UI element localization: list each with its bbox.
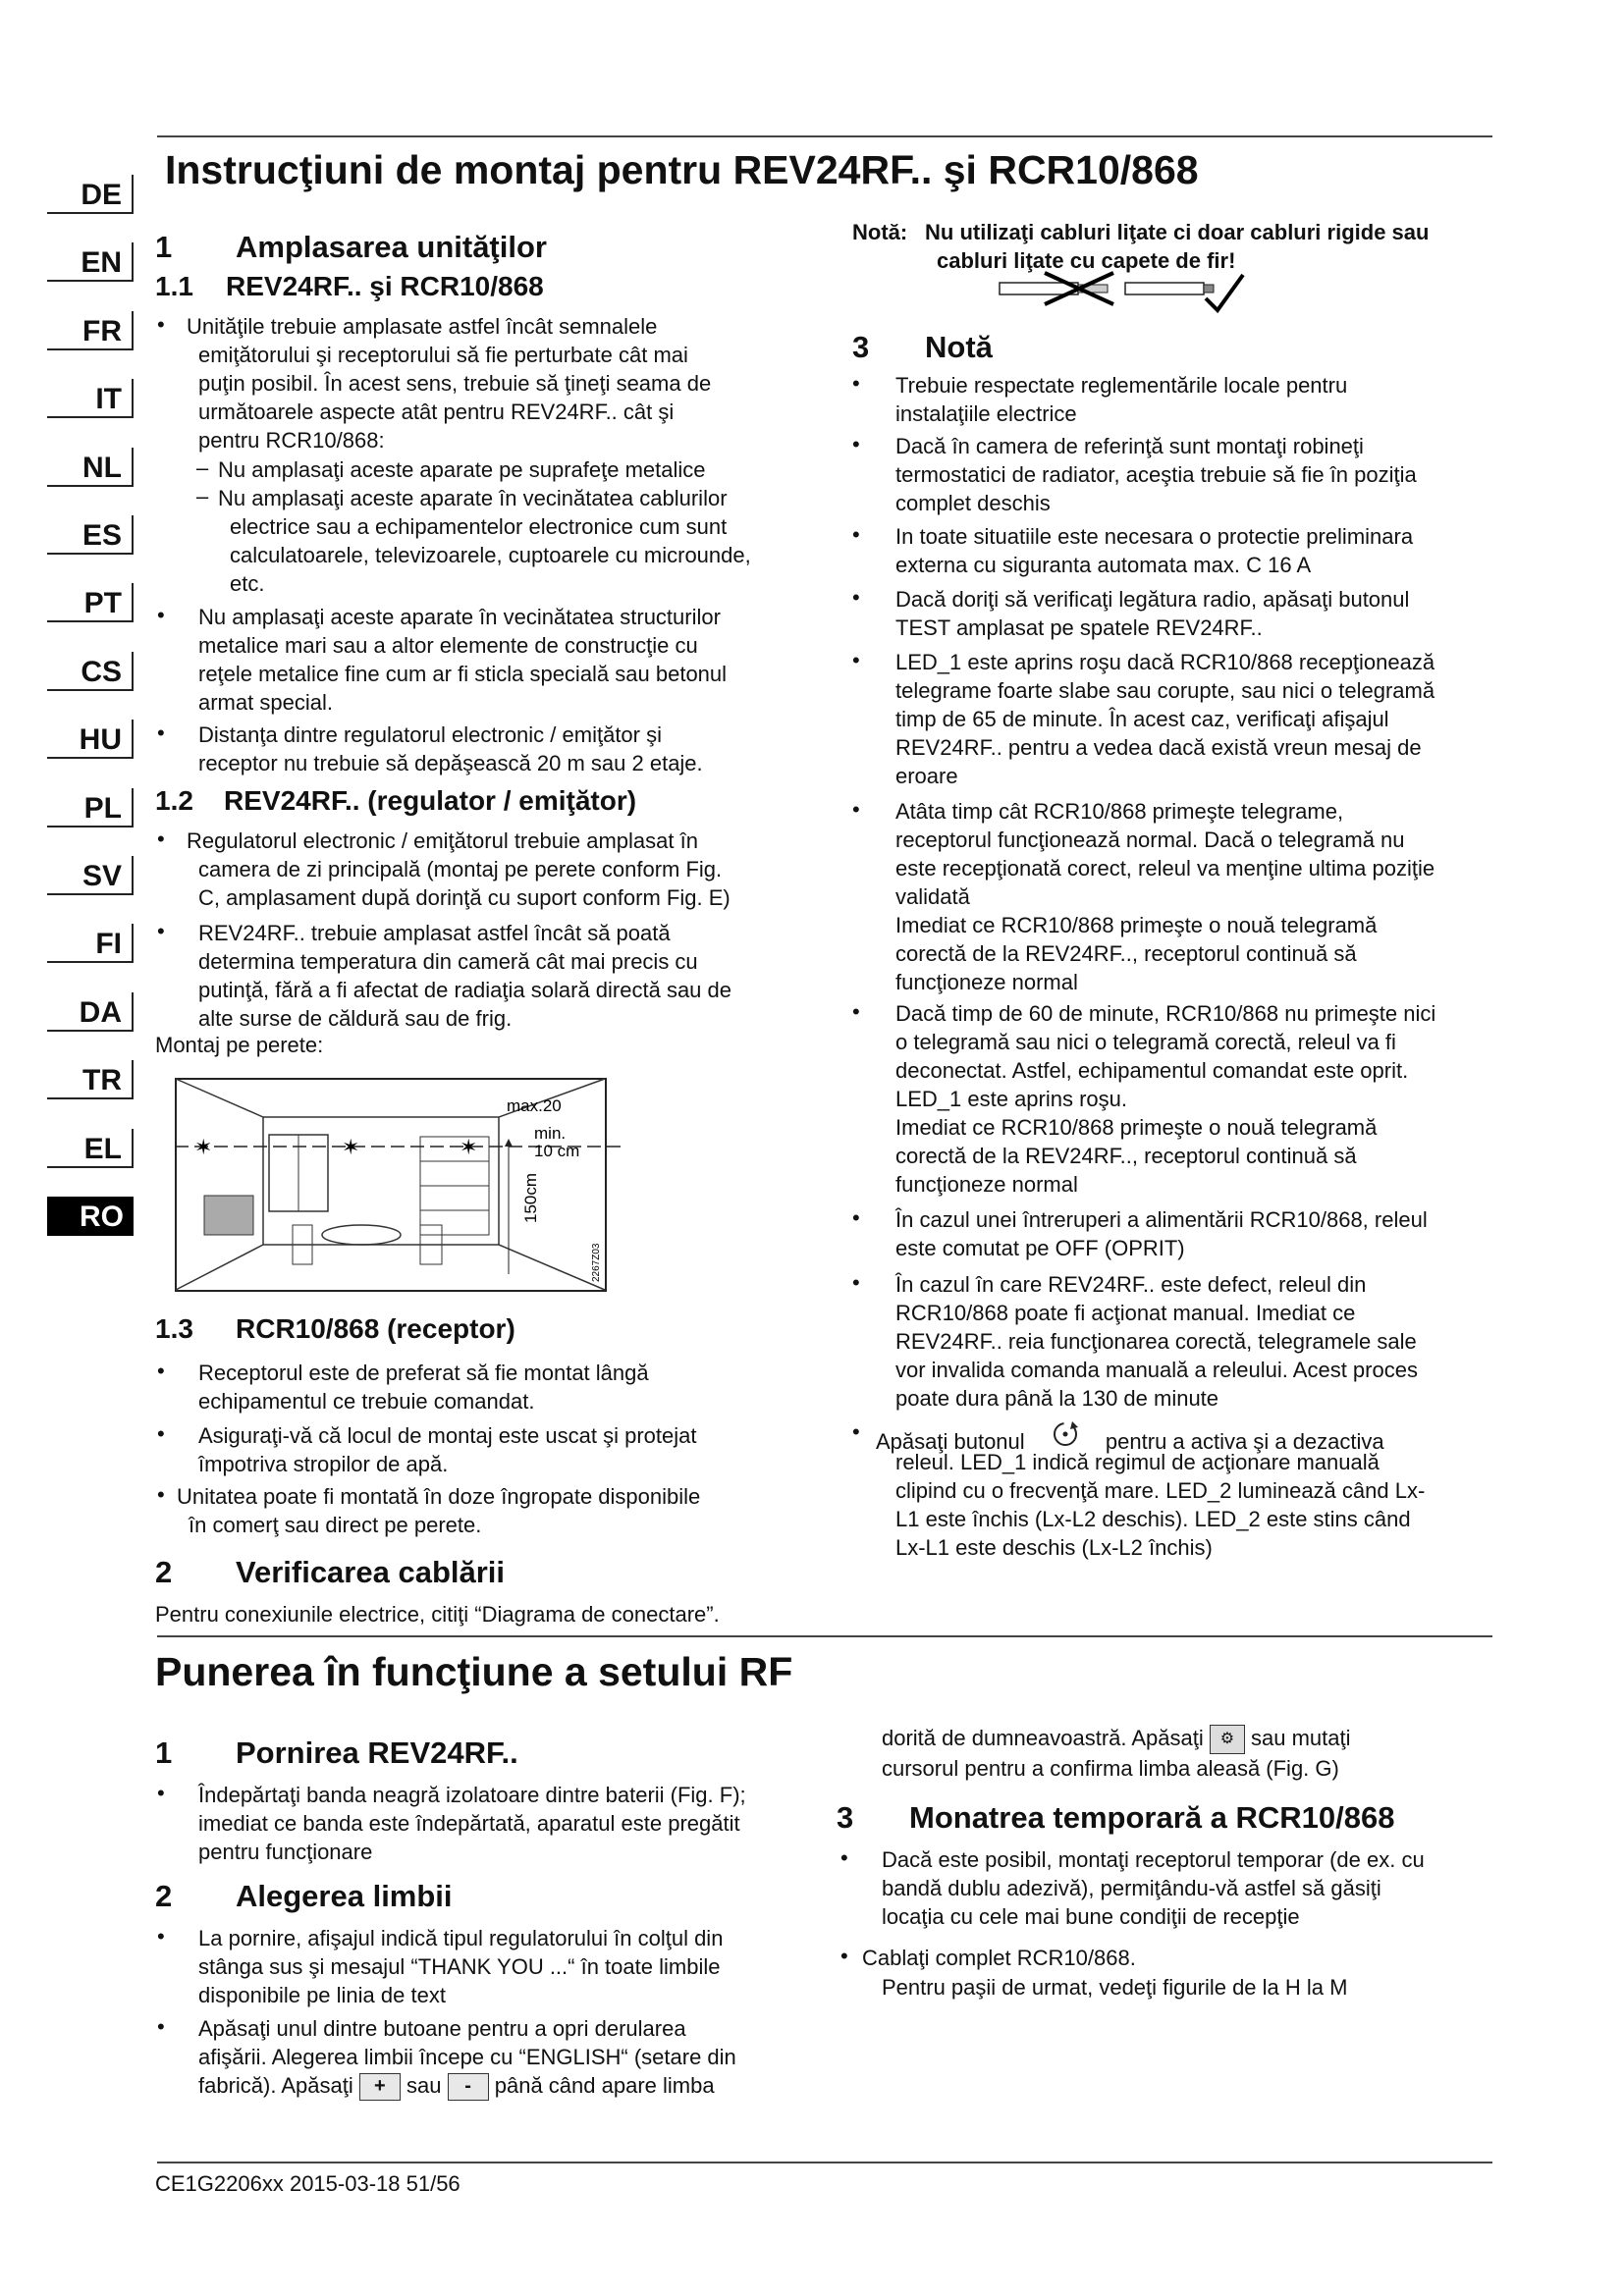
text-line: externa cu siguranta automata max. C 16 A [895, 553, 1312, 577]
text-line: funcţioneze normal [895, 970, 1078, 994]
top-rule [157, 135, 1492, 137]
section-1-2-title: REV24RF.. (regulator / emiţător) [224, 785, 637, 816]
p2-bullet-2-last [198, 2071, 715, 2101]
text-line: următoarele aspecte atât pentru REV24RF.. cât şi [198, 400, 675, 424]
language-confirm-line-1 [882, 1724, 1351, 1754]
text-line: Trebuie respectate reglementările locale pentru [895, 373, 1348, 398]
text-line: Unităţile trebuie amplasate astfel încât semnalele [187, 314, 658, 339]
section-2-title: Verificarea cablării [236, 1555, 506, 1589]
text-line: este recepţionată corect, releul va menţine ultima poziţie [895, 856, 1435, 881]
text-line: REV24RF.. trebuie amplasat astfel încât să poată [198, 921, 671, 945]
section-1-1-title: REV24RF.. şi RCR10/868 [226, 271, 544, 301]
text-line: timp de 65 de minute. În acest caz, verificaţi afişajul [895, 707, 1389, 731]
svg-text:✶: ✶ [194, 1135, 213, 1159]
text-line: Lx-L1 este deschis (Lx-L2 închis) [895, 1535, 1213, 1560]
language-tab-da[interactable]: DA [47, 992, 134, 1032]
bullet-dot: • [157, 603, 165, 627]
text-line: stânga sus şi mesajul “THANK YOU ...“ în toate limbile [198, 1954, 721, 1979]
language-tab-hu[interactable]: HU [47, 720, 134, 759]
note-bullet-6 [895, 797, 1435, 996]
text-line: complet deschis [895, 491, 1051, 515]
language-tab-fr[interactable]: FR [47, 311, 134, 350]
text-line: Dacă este posibil, montaţi receptorul temporar (de ex. cu [882, 1847, 1425, 1872]
text-line: Unitatea poate fi montată în doze îngropate disponibile [177, 1484, 701, 1509]
s11-dash-1: Nu amplasaţi aceste aparate pe suprafeţe metalice [218, 457, 706, 482]
language-tab-pl[interactable]: PL [47, 788, 134, 828]
text-line: etc. [230, 571, 265, 596]
text-line: RCR10/868 poate fi acţionat manual. Imediat ce [895, 1301, 1356, 1325]
text-line: receptor nu trebuie să depăşească 20 m sau 2 etaje. [198, 751, 703, 775]
language-tab-pt[interactable]: PT [47, 583, 134, 622]
note-bullet-7 [895, 999, 1435, 1199]
s11-bullet-1 [187, 312, 711, 454]
text-line: pentru RCR10/868: [198, 428, 385, 453]
text-line: calculatoarele, televizoarele, cuptoarele cu microunde, [230, 543, 751, 567]
text-line: cabluri liţate cu capete de fir! [937, 248, 1236, 273]
text-line: Regulatorul electronic / emiţătorul trebuie amplasat în [187, 828, 698, 853]
plus-key-icon: + [359, 2073, 401, 2101]
text-line: Dacă doriţi să verificaţi legătura radio, apăsaţi butonul [895, 587, 1410, 612]
text-line: electrice sau a echipamentelor electronice cum sunt [230, 514, 728, 539]
section-rule [157, 1635, 1492, 1637]
commissioning-title: Punerea în funcţiune a setului RF [155, 1649, 793, 1694]
language-tab-es[interactable]: ES [47, 515, 134, 555]
s12-bullet-2 [198, 919, 731, 1033]
language-tab-ro[interactable]: RO [47, 1197, 134, 1236]
text-line: armat special. [198, 690, 333, 715]
s11-dash-2 [218, 484, 751, 598]
s13-bullet-3 [177, 1482, 700, 1539]
p3-title: Monatrea temporară a RCR10/868 [909, 1800, 1395, 1835]
language-tab-el[interactable]: EL [47, 1129, 134, 1168]
s12-bullet-1 [187, 827, 731, 912]
text-line: în comerţ sau direct pe perete. [189, 1513, 482, 1537]
text-line: validată [895, 884, 970, 909]
text-line: o telegramă sau nici o telegramă corectă, releul va fi [895, 1030, 1396, 1054]
text-line: Atâta timp cât RCR10/868 primeşte telegrame, [895, 799, 1344, 824]
text-line: poate dura până la 130 de minute [895, 1386, 1219, 1411]
s2-text: Pentru conexiunile electrice, citiţi “Diagrama de conectare”. [155, 1602, 720, 1627]
dash-marker: – [196, 484, 209, 508]
s11-bullet-3 [198, 721, 703, 777]
text-line: locaţia cu cele mai bune condiţii de recepţie [882, 1904, 1300, 1929]
section-2-number: 2 [155, 1555, 173, 1589]
svg-text:✶: ✶ [460, 1135, 478, 1159]
s13-bullet-1 [198, 1359, 649, 1415]
text-line: In toate situatiile este necesara o protectie preliminara [895, 524, 1414, 549]
text-line: puţin posibil. În acest sens, trebuie să ţineţi seama de [198, 371, 712, 396]
text-line: funcţioneze normal [895, 1172, 1078, 1197]
text-line: LED_1 este aprins roşu. [895, 1087, 1128, 1111]
section-1-1-number: 1.1 [155, 271, 193, 301]
text-line: eroare [895, 764, 958, 788]
confirm-key-icon: ⚙ [1210, 1725, 1245, 1754]
footer-rule [157, 2162, 1492, 2163]
text-line: Dacă timp de 60 de minute, RCR10/868 nu primeşte nici [895, 1001, 1436, 1026]
bullet-dot: • [157, 827, 165, 851]
language-tab-it[interactable]: IT [47, 379, 134, 418]
text-line: disponibile pe linia de text [198, 1983, 446, 2007]
text-line: corectă de la REV24RF.., receptorul continuă să [895, 941, 1357, 966]
b10-text-a: Apăsaţi butonul [876, 1429, 1025, 1454]
text-line: afişării. Alegerea limbii începe cu “ENGLISH“ (setare din [198, 2045, 736, 2069]
language-tab-tr[interactable]: TR [47, 1060, 134, 1099]
text-line: determina temperatura din cameră cât mai precis cu [198, 949, 698, 974]
bullet-dot: • [157, 1924, 165, 1949]
text-line: La pornire, afişajul indică tipul regulatorului în colţul din [198, 1926, 724, 1950]
language-tab-de[interactable]: DE [47, 175, 134, 214]
bullet-dot: • [157, 1781, 165, 1805]
text-line: Asiguraţi-vă că locul de montaj este uscat şi protejat [198, 1423, 697, 1448]
text-line: metalice mari sau a altor elemente de construcţie cu [198, 633, 698, 658]
text-line: Nu amplasaţi aceste aparate în vecinătatea structurilor [198, 605, 721, 629]
text-line: împotriva stropilor de apă. [198, 1452, 449, 1476]
text-line: alte surse de căldură sau de frig. [198, 1006, 513, 1031]
p2-bullet-2 [198, 2014, 736, 2071]
text-line: echipamentul ce trebuie comandat. [198, 1389, 535, 1414]
minus-key-icon: - [448, 2073, 489, 2101]
language-tab-fi[interactable]: FI [47, 924, 134, 963]
p1-number: 1 [155, 1735, 173, 1770]
s13-bullet-2 [198, 1421, 696, 1478]
cable-end-icon [996, 271, 1251, 314]
language-tab-nl[interactable]: NL [47, 448, 134, 487]
r-line1-a: dorită de dumneavoastră. Apăsaţi [882, 1726, 1204, 1750]
text-line: releul. LED_1 indică regimul de acţionare manuală [895, 1450, 1380, 1474]
section-1-title: Amplasarea unităţilor [236, 230, 547, 264]
bullet-dot: • [157, 312, 165, 337]
text-line: Receptorul este de preferat să fie montat lângă [198, 1361, 649, 1385]
right-section-3-title: Notă [925, 330, 993, 364]
right-section-3-number: 3 [852, 330, 870, 364]
bullet-dot: • [852, 1419, 860, 1444]
footer-code: CE1G2206xx 2015-03-18 51/56 [155, 2171, 460, 2196]
dash-marker: – [196, 455, 209, 480]
bullet-dot: • [157, 2014, 165, 2039]
bullet-dot: • [852, 1205, 860, 1230]
text-line: REV24RF.. reia funcţionarea corectă, telegramele sale [895, 1329, 1417, 1354]
text-line: Imediat ce RCR10/868 primeşte o nouă telegramă [895, 1115, 1378, 1140]
p3-bullet-2: Cablaţi complet RCR10/868. [862, 1946, 1136, 1970]
text-line: emiţătorului şi receptorului să fie perturbate cât mai [198, 343, 688, 367]
figure-min-label: min. [534, 1124, 567, 1143]
language-confirm-line-2: cursorul pentru a confirma limba aleasă (Fig. G) [882, 1756, 1339, 1781]
wall-mount-figure [175, 1078, 626, 1292]
note-bullet-2 [895, 432, 1417, 517]
text-line: Apăsaţi unul dintre butoane pentru a opri derularea [198, 2016, 686, 2041]
bullet-dot: • [852, 585, 860, 610]
note-text [925, 218, 1429, 275]
section-1-number: 1 [155, 230, 173, 264]
language-tab-sv[interactable]: SV [47, 856, 134, 895]
p2-last-a: fabrică). Apăsaţi [198, 2073, 353, 2098]
text-line: receptorul funcţionează normal. Dacă o telegramă nu [895, 828, 1405, 852]
section-1-3-number: 1.3 [155, 1313, 193, 1344]
p2-bullet-1 [198, 1924, 723, 2009]
text-line: Nu utilizaţi cabluri liţate ci doar cabluri rigide sau [925, 220, 1430, 244]
bullet-dot: • [852, 797, 860, 822]
text-line: LED_1 este aprins roşu dacă RCR10/868 recepţionează [895, 650, 1435, 674]
text-line: Nu amplasaţi aceste aparate în vecinătatea cablurilor [218, 486, 728, 510]
note-bullet-9 [895, 1270, 1418, 1413]
text-line: clipind cu o frecvenţă mare. LED_2 luminează când Lx- [895, 1478, 1426, 1503]
figure-10cm-label: 10 cm [534, 1142, 580, 1160]
bullet-dot: • [840, 1845, 848, 1870]
p1-title: Pornirea REV24RF.. [236, 1735, 518, 1770]
p3-bullet-1 [882, 1845, 1425, 1931]
p2-last-b: sau [406, 2073, 442, 2098]
bullet-dot: • [840, 1944, 848, 1968]
note-bullet-5 [895, 648, 1435, 790]
p2-last-c: până când apare limba [494, 2073, 715, 2098]
p3-number: 3 [837, 1800, 854, 1835]
language-tab-cs[interactable]: CS [47, 652, 134, 691]
text-line: În cazul în care REV24RF.. este defect, releul din [895, 1272, 1367, 1297]
text-line: telegrame foarte slabe sau corupte, sau nici o telegramă [895, 678, 1435, 703]
note-bullet-1 [895, 371, 1347, 428]
text-line: instalaţiile electrice [895, 401, 1077, 426]
language-tab-en[interactable]: EN [47, 242, 134, 282]
p2-number: 2 [155, 1879, 173, 1913]
note-bullet-10 [895, 1448, 1425, 1562]
bullet-dot: • [157, 721, 165, 745]
figure-max-label: max.20 [507, 1096, 562, 1115]
text-line: C, amplasament după dorinţă cu suport conform Fig. E) [198, 885, 731, 910]
bullet-dot: • [852, 999, 860, 1024]
text-line: Dacă în camera de referinţă sunt montaţi robineţi [895, 434, 1364, 458]
svg-text:✶: ✶ [342, 1135, 360, 1159]
text-line: este comutat pe OFF (OPRIT) [895, 1236, 1185, 1260]
text-line: TEST amplasat pe spatele REV24RF.. [895, 615, 1263, 640]
note-bullet-4 [895, 585, 1409, 642]
wall-mount-label: Montaj pe perete: [155, 1033, 324, 1057]
section-1-3-title: RCR10/868 (receptor) [236, 1313, 515, 1344]
text-line: putinţă, fără a fi afectat de radiaţia solară directă sau de [198, 978, 731, 1002]
p2-title: Alegerea limbii [236, 1879, 453, 1913]
text-line: camera de zi principală (montaj pe perete conform Fig. [198, 857, 723, 881]
text-line: În cazul unei întreruperi a alimentării RCR10/868, releul [895, 1207, 1428, 1232]
text-line: Distanţa dintre regulatorul electronic / emiţător şi [198, 722, 662, 747]
bullet-dot: • [157, 1359, 165, 1383]
section-1-2-number: 1.2 [155, 785, 193, 816]
text-line: bandă dublu adezivă), permiţându-vă astfel să găsiţi [882, 1876, 1381, 1900]
text-line: termostatici de radiator, aceştia trebuie să fie în poziţia [895, 462, 1417, 487]
text-line: imediat ce banda este îndepărtată, aparatul este pregătit [198, 1811, 740, 1836]
text-line: vor invalida comanda manuală a releului. Acest proces [895, 1358, 1418, 1382]
p3-bullet-2-cont: Pentru paşii de urmat, vedeţi figurile de la H la M [882, 1975, 1348, 2000]
bullet-dot: • [852, 648, 860, 672]
bullet-dot: • [157, 919, 165, 943]
bullet-dot: • [852, 522, 860, 547]
text-line: deconectat. Astfel, echipamentul comandat este oprit. [895, 1058, 1409, 1083]
figure-150cm-label: 150cm [521, 1172, 540, 1223]
bullet-dot: • [852, 432, 860, 456]
text-line: Îndepărtaţi banda neagră izolatoare dintre baterii (Fig. F); [198, 1783, 746, 1807]
page-title: Instrucţiuni de montaj pentru REV24RF.. şi RCR10/868 [165, 147, 1199, 192]
note-bullet-8 [895, 1205, 1428, 1262]
bullet-dot: • [852, 1270, 860, 1295]
text-line: L1 este închis (Lx-L2 deschis). LED_2 este stins când [895, 1507, 1411, 1531]
r-line1-b: sau mutaţi [1251, 1726, 1351, 1750]
text-line: pentru funcţionare [198, 1840, 373, 1864]
note-label: Notă: [852, 220, 908, 244]
p1-bullet-1 [198, 1781, 746, 1866]
text-line: Imediat ce RCR10/868 primeşte o nouă telegramă [895, 913, 1378, 937]
b10-text-b: pentru a activa şi a dezactiva [1105, 1429, 1384, 1454]
text-line: REV24RF.. pentru a vedea dacă există vreun mesaj de [895, 735, 1422, 760]
text-line: reţele metalice fine cum ar fi sticla specială sau betonul [198, 662, 728, 686]
s11-bullet-2 [198, 603, 727, 717]
bullet-dot: • [157, 1421, 165, 1446]
bullet-dot: • [852, 371, 860, 396]
bullet-dot: • [157, 1482, 165, 1507]
figure-code-label: 2267Z03 [591, 1243, 602, 1282]
text-line: corectă de la REV24RF.., receptorul continuă să [895, 1144, 1357, 1168]
note-bullet-3 [895, 522, 1413, 579]
